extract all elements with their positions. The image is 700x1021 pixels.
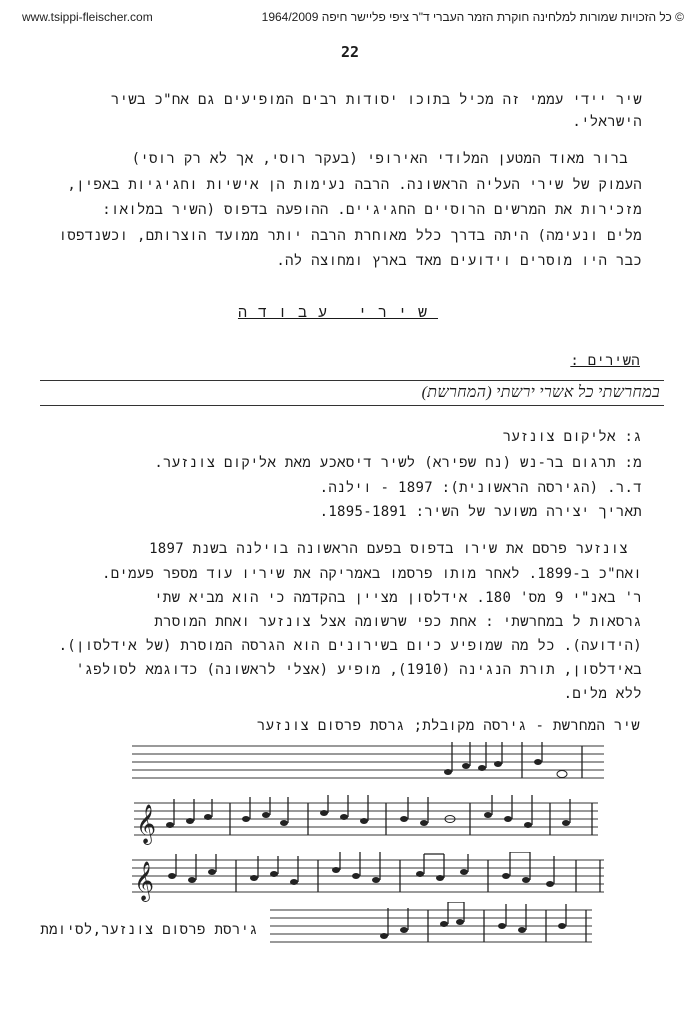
para1-line-3: מזכירות את המרשים הרוסיים החגיגיים. ההופעה בדפוס (השיר במלואו: xyxy=(102,202,642,218)
music-staff-2 xyxy=(134,795,598,845)
para1-line-5: כבר היו מוסרים וידועים מאד בארץ ומחוצה לה. xyxy=(276,253,642,269)
music-staff-3 xyxy=(132,852,604,902)
songs-label: השירים : xyxy=(570,353,640,369)
para1-line-2: העמוק של שירי העליה הראשונה. הרבה נעימות הן אישיות וחגיגיות באפין, xyxy=(67,177,642,193)
svg-text:𝄞: 𝄞 xyxy=(136,804,157,844)
intro-line-1: שיר יידי עממי זה מכיל בתוכו יסודות רבים המופיעים גם אח"כ בשיר xyxy=(110,92,642,108)
site-url: www.tsippi-fleischer.com xyxy=(22,10,153,24)
para2-line-2: ואח"כ ב-1899. לאחר מותו פרסמו באמריקה את שיריו עוד מספר פעמים. xyxy=(102,566,642,582)
copyright-notice: © כל הזכויות שמורות למלחינה חוקרת הזמר העברי ד"ר ציפי פליישר חיפה 1964/2009 xyxy=(261,10,684,24)
para2-line-3: ר' באנ"י 9 מס' 180. אידלסון מציין בהקדמה כי הוא מביא שתי xyxy=(154,590,642,606)
detail-creation-date: תאריך יצירה משוער של השיר: 1895-1891. xyxy=(319,504,642,520)
detail-composer: ג: אליקום צונזער xyxy=(502,429,642,445)
music-staff-1 xyxy=(132,742,604,792)
bottom-caption: גירסת פרסום צונזער,לסיומת xyxy=(40,922,258,938)
intro-line-2: הישראלי. xyxy=(572,114,642,130)
para2-line-1: צונזער פרסם את שירו בדפוס בפעם הראשונה בוילנה בשנת 1897 xyxy=(149,541,628,557)
para2-line-7: ללא מלים. xyxy=(563,686,642,702)
detail-first-print: ד.ר. (הגירסה הראשונית): 1897 - וילנה. xyxy=(319,480,642,496)
music-staff-4 xyxy=(270,902,592,952)
page-number: 22 xyxy=(340,43,360,61)
para2-line-4: גרסאות ל במחרשתי : אחת כפי שרשומה אצל צונזער ואחת המוסרת xyxy=(154,614,642,630)
para2-line-5: (הידועה). כל מה שמופיע כיום בשירונים הוא הגרסה המוסרת (של אידלסון). xyxy=(58,638,642,654)
song-title: במחרשתי כל אשרי ירשתי (המחרשת) xyxy=(421,384,660,401)
music-caption: שיר המחרשת - גירסה מקובלת; גרסת פרסום צונזער xyxy=(256,718,640,734)
para1-line-1: ברור מאוד המטען המלודי האירופי (בעקר רוסי, אך לא רק רוסי) xyxy=(131,151,628,167)
svg-text:𝄞: 𝄞 xyxy=(134,861,155,901)
para1-line-4: מלים ונעימה) היתה בדרך כלל מאוחרת הרבה יותר ממועד הוצרותם, וכשנדפסו xyxy=(58,228,642,244)
detail-lyrics: מ: תרגום בר-נש (נח שפירא) לשיר דיסאכע מאת אליקום צונזער. xyxy=(154,455,642,471)
para2-line-6: באידלסון, תורת הנגינה (1910), מופיע (אצלי לראשונה) כדוגמא לסולפג' xyxy=(75,662,642,678)
section-title: שירי עבודה xyxy=(237,303,438,321)
